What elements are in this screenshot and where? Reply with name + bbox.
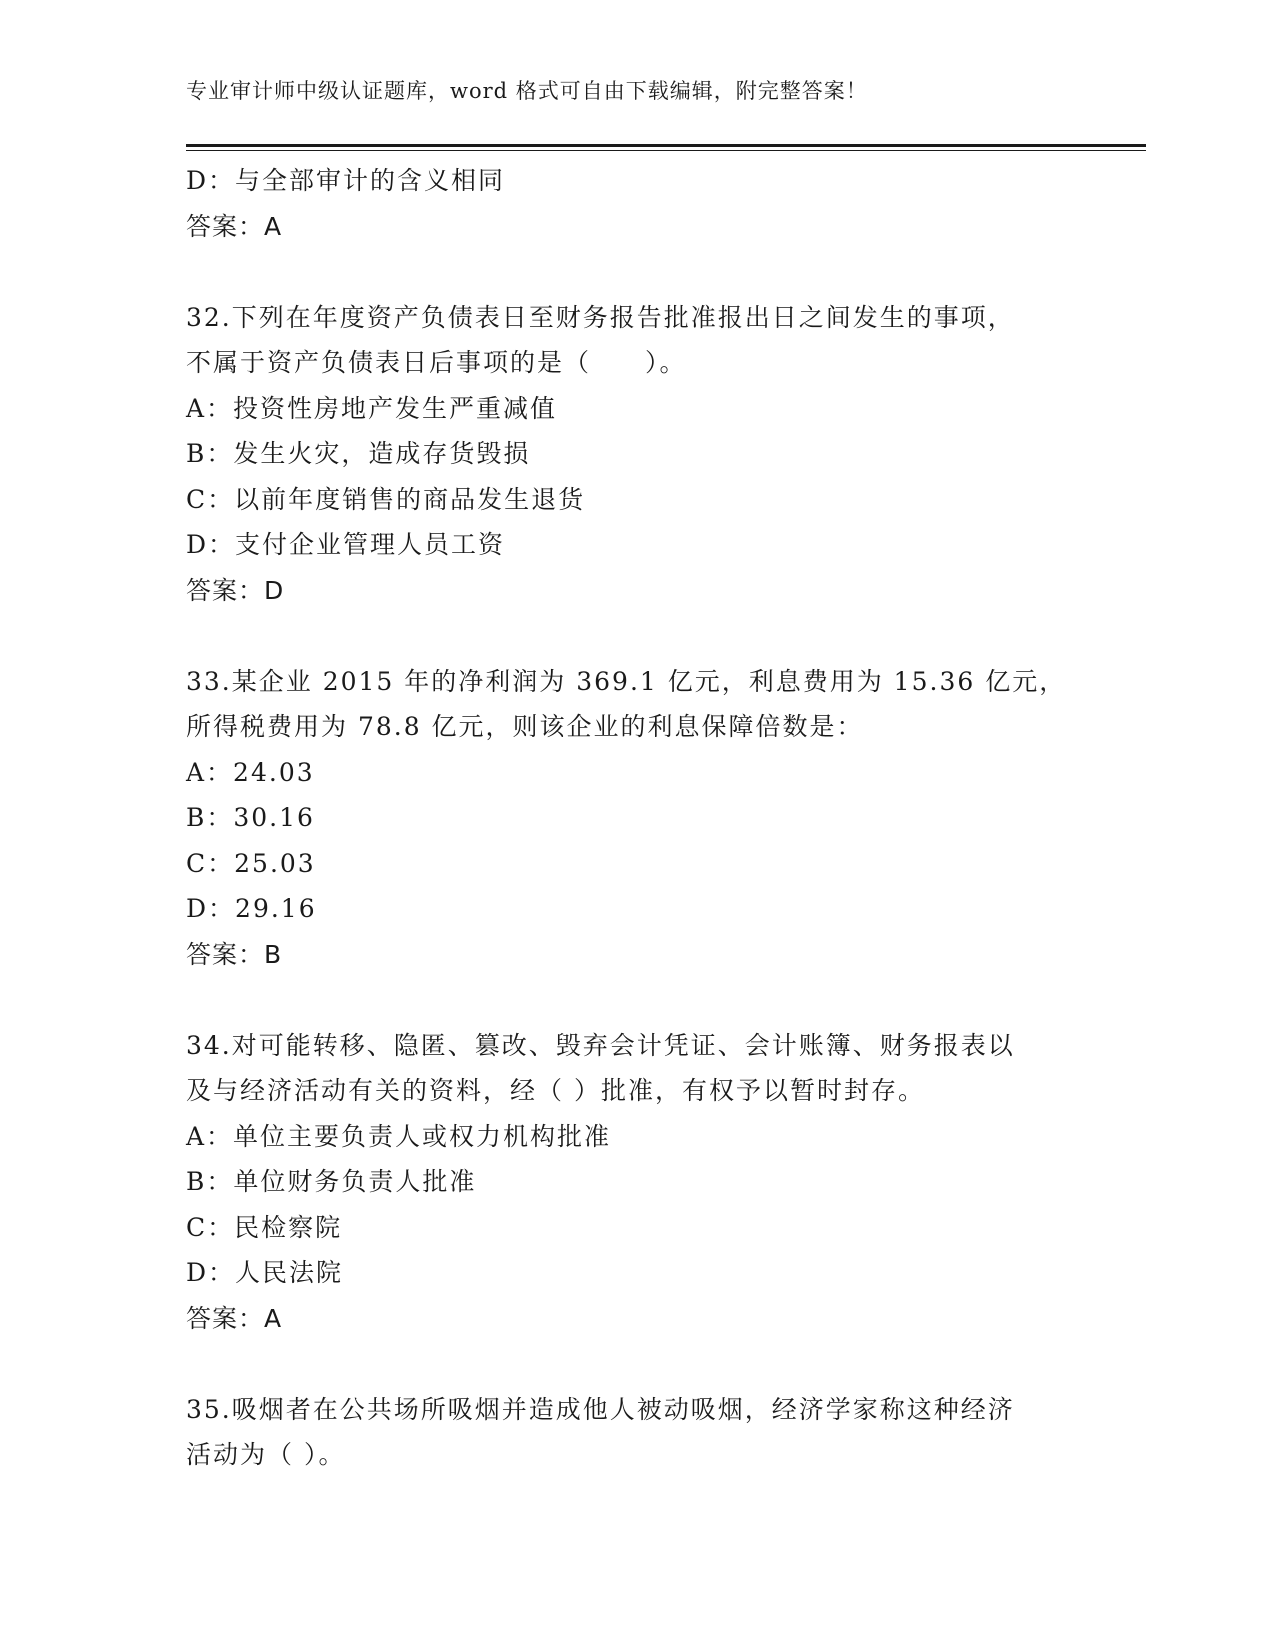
- spacer: [186, 249, 1146, 295]
- q32-option-c: C：以前年度销售的商品发生退货: [186, 484, 586, 514]
- question-content: [186, 158, 1146, 1478]
- spacer: [186, 1341, 1146, 1387]
- q34-option-d: D：人民法院: [186, 1258, 344, 1287]
- q33-option-b: B：30.16: [186, 803, 315, 832]
- header-rule-thin: [186, 150, 1146, 151]
- q35-stem-line-1: 35.吸烟者在公共场所吸烟并造成他人被动吸烟，经济学家称这种经济: [186, 1394, 1015, 1424]
- q34-answer: 答案：A: [186, 1303, 283, 1333]
- q33-stem-line-1: 33.某企业 2015 年的净利润为 369.1 亿元，利息费用为 15.36 亿元，: [186, 666, 1067, 696]
- q32-stem-line-2: 不属于资产负债表日后事项的是（ ）。: [186, 348, 687, 377]
- page-header: 专业审计师中级认证题库，word 格式可自由下载编辑，附完整答案！: [186, 79, 868, 103]
- q33-stem-line-2: 所得税费用为 78.8 亿元，则该企业的利息保障倍数是：: [186, 712, 864, 741]
- q32-answer: 答案：D: [186, 575, 285, 605]
- q33-option-d: D：29.16: [186, 894, 317, 923]
- q34-option-a: A：单位主要负责人或权力机构批准: [186, 1121, 612, 1151]
- q32-stem-line-1: 32.下列在年度资产负债表日至财务报告批准报出日之间发生的事项，: [186, 302, 1015, 332]
- spacer: [186, 613, 1146, 659]
- q35-stem-line-2: 活动为（ ）。: [186, 1440, 346, 1469]
- prev-option-d: D：与全部审计的含义相同: [186, 166, 506, 195]
- q32-option-b: B：发生火灾，造成存货毁损: [186, 439, 531, 468]
- q33-option-a: A：24.03: [186, 757, 315, 787]
- q32-option-a: A：投资性房地产发生严重减值: [186, 393, 558, 423]
- q32-option-d: D：支付企业管理人员工资: [186, 530, 506, 559]
- header-rule-thick: [186, 144, 1146, 147]
- q34-stem-line-1: 34.对可能转移、隐匿、篡改、毁弃会计凭证、会计账簿、财务报表以: [186, 1030, 1015, 1060]
- q34-stem-line-2: 及与经济活动有关的资料，经（ ）批准，有权予以暂时封存。: [186, 1076, 925, 1105]
- q33-option-c: C：25.03: [186, 848, 316, 878]
- prev-answer: 答案：A: [186, 211, 283, 241]
- q34-option-c: C：民检察院: [186, 1212, 343, 1242]
- spacer: [186, 977, 1146, 1023]
- q34-option-b: B：单位财务负责人批准: [186, 1167, 477, 1196]
- q33-answer: 答案：B: [186, 939, 283, 969]
